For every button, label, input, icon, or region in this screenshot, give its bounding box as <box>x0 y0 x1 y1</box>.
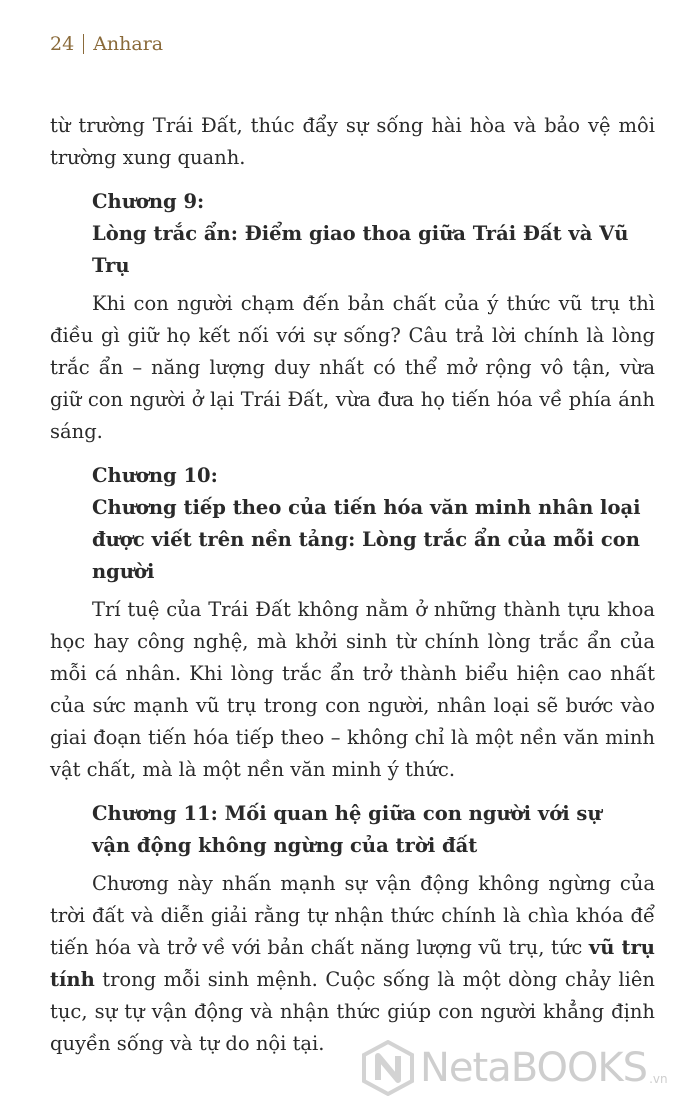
page-header <box>50 33 163 55</box>
page-content <box>50 110 655 1060</box>
chapter-11-bold-term: vũ trụ tính <box>50 936 655 991</box>
chapter-11-paragraph <box>50 868 655 1060</box>
chapter-10-paragraph: Trí tuệ của Trái Đất không nằm ở những thành tựu khoa học hay công nghệ, mà khởi sinh từ chính lòng trắc ẩn của mỗi cá nhân. Khi lòng trắc ẩn trở thành biểu hiện cao nhất của sức mạnh vũ trụ trong con người, nhân loại sẽ bước vào giai đoạn tiến hóa tiếp theo – không chỉ là một nền văn minh vật chất, mà là một nền văn minh ý thức. <box>50 598 655 781</box>
chapter-10-label: Chương 10: <box>92 464 218 487</box>
watermark-brand: NetaBOOKS <box>420 1045 648 1091</box>
netabooks-watermark <box>362 1040 668 1096</box>
netabooks-logo-icon <box>362 1040 414 1096</box>
chapter-9-paragraph: Khi con người chạm đến bản chất của ý thức vũ trụ thì điều gì giữ họ kết nối với sự sống? Câu trả lời chính là lòng trắc ẩn – năng lượng duy nhất có thể mở rộng vô tận, vừa giữ con người ở lại Trái Đất, vừa đưa họ tiến hóa về phía ánh sáng. <box>50 292 655 443</box>
chapter-10-title-line1: Chương tiếp theo của tiến hóa văn minh nhân loại <box>92 496 641 519</box>
header-divider <box>83 34 84 54</box>
chapter-11-text-part2: trong mỗi sinh mệnh. Cuộc sống là một dòng chảy liên tục, sự tự vận động và nhận thức giúp con người khẳng định quyền sống và tự do nội tại. <box>50 968 655 1055</box>
intro-paragraph: từ trường Trái Đất, thúc đẩy sự sống hài hòa và bảo vệ môi trường xung quanh. <box>50 114 655 169</box>
chapter-9-label: Chương 9: <box>92 190 205 213</box>
chapter-9-title: Lòng trắc ẩn: Điểm giao thoa giữa Trái Đất và Vũ Trụ <box>92 222 629 277</box>
book-title: Anhara <box>93 33 164 55</box>
chapter-11-title-line1: Chương 11: Mối quan hệ giữa con người với sự <box>92 802 602 825</box>
chapter-11-text-part1: Chương này nhấn mạnh sự vận động không ngừng của trời đất và diễn giải rằng tự nhận thức chính là chìa khóa để tiến hóa và trở về với bản chất năng lượng vũ trụ, tức <box>50 872 655 959</box>
watermark-domain: .vn <box>649 1072 668 1086</box>
page-number: 24 <box>50 33 75 55</box>
chapter-11-title-line2: vận động không ngừng của trời đất <box>92 834 478 857</box>
chapter-10-title-line2: được viết trên nền tảng: Lòng trắc ẩn của mỗi con người <box>92 528 640 583</box>
